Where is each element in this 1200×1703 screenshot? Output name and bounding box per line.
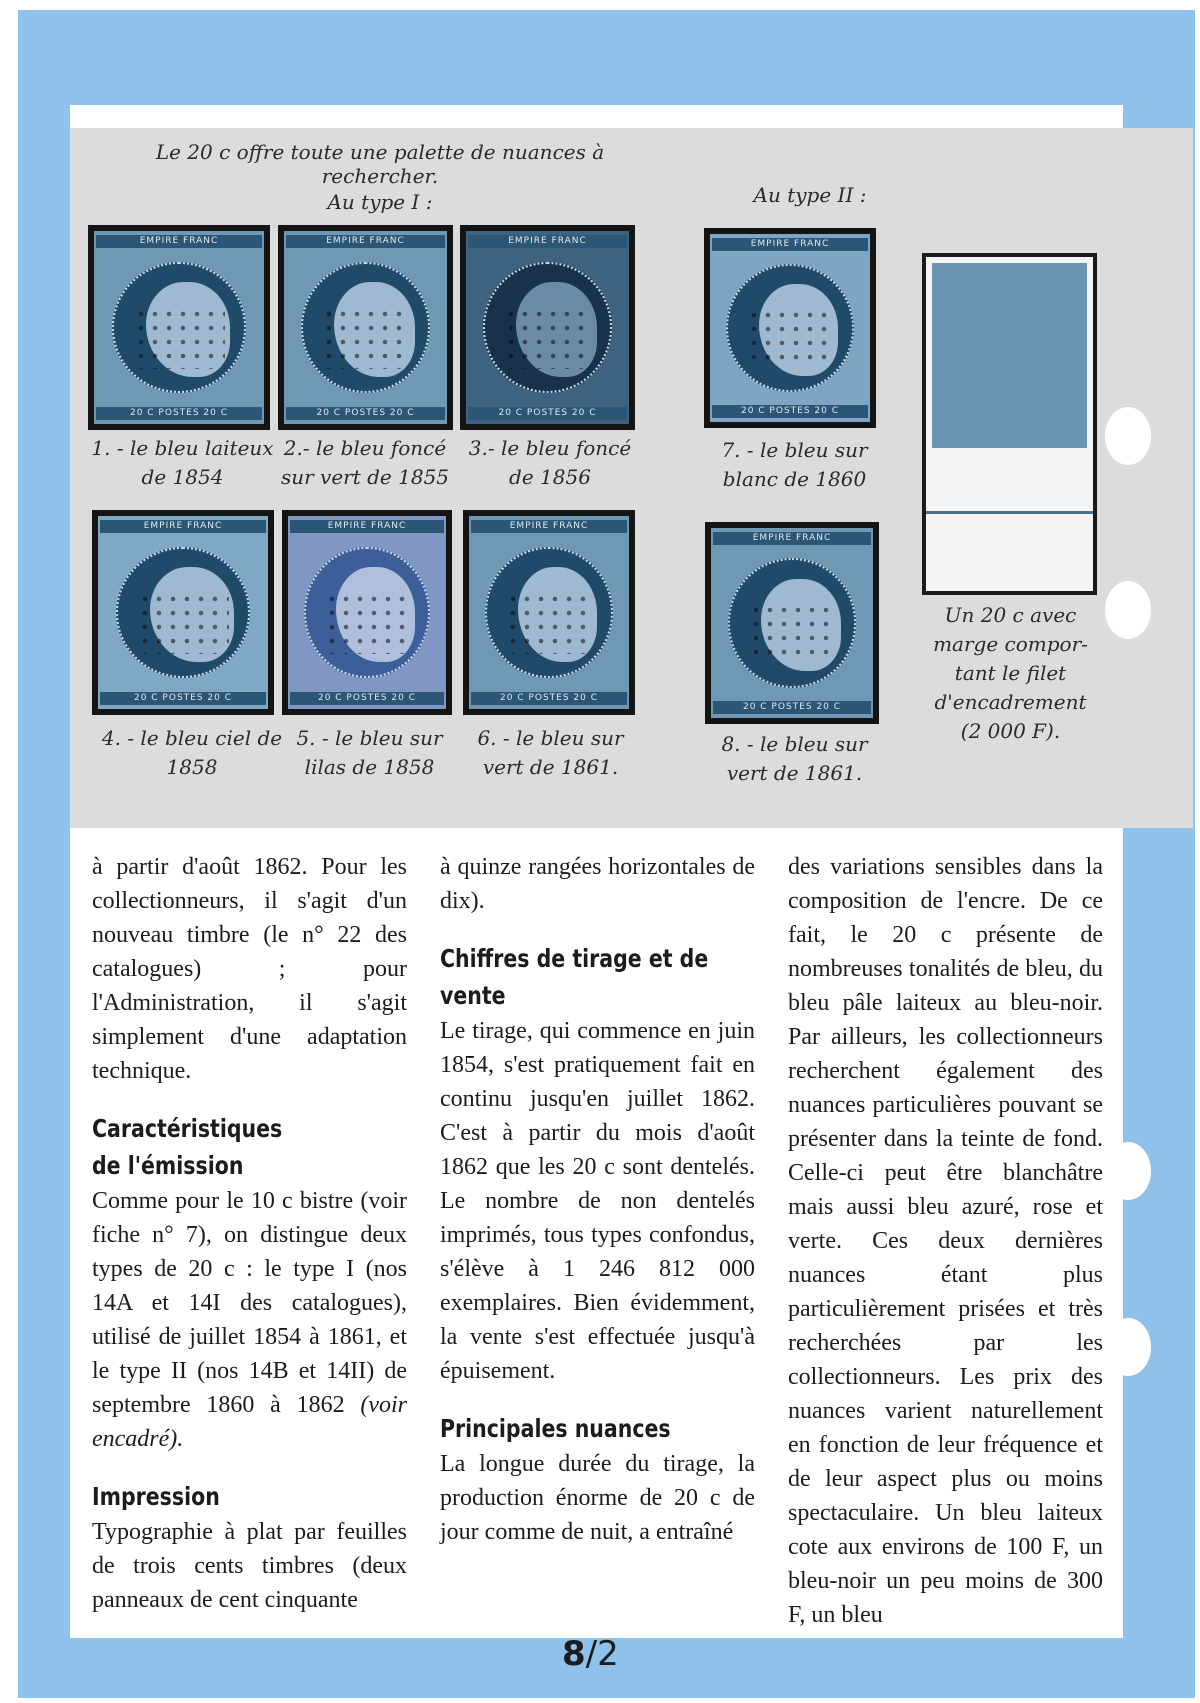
figure-caption-type2: Au type II : (753, 183, 867, 207)
figure-caption-type1: Au type I : (327, 190, 433, 214)
figure-caption-line1: Le 20 c offre toute une palette de nuances à rechercher. (155, 140, 605, 188)
col2-paragraph-2: Le tirage, qui commence en juin 1854, s'est pratiquement fait en continu jusqu'en juillet 1862. C'est à partir du mois d'août 1862 que les 20 c sont dentelés. Le nombre de non dentelés imprimés, tous types confondus, s'élève à 1 246 812 000 exemplaires. Bien évidemment, la vente s'est effectuée jusqu'à épuisement. (440, 1018, 755, 1384)
stamp-caption-8: 8. - le bleu sur vert de 1861. (721, 732, 868, 785)
heading-nuances: Principales nuances (440, 1414, 671, 1443)
col2-paragraph-3: La longue durée du tirage, la production énorme de 20 c de jour comme de nuit, a entraîné (440, 1451, 755, 1545)
stamp-caption-3: 3.- le bleu foncé de 1856 (468, 436, 632, 489)
stamp-6: EMPIRE FRANC 20 C POSTES 20 C (463, 510, 635, 715)
text-column-1 (92, 850, 407, 1617)
stamp-7: EMPIRE FRANC 20 C POSTES 20 C (704, 228, 876, 428)
heading-chiffres: Chiffres de tirage et de vente (440, 944, 709, 1010)
col1-paragraph-1: à partir d'août 1862. Pour les collectionneurs, il s'agit d'un nouveau timbre (le n° 22 des catalogues) ; pour l'Administration, il s'agit simplement d'une adaptation technique. (92, 854, 407, 1084)
heading-caracteristiques: Caractéristiques de l'émission (92, 1114, 283, 1180)
stamp-caption-1: 1. - le bleu laiteux de 1854 (91, 436, 274, 489)
figure-caption (100, 140, 660, 214)
col2-paragraph-1: à quinze rangées horizontales de dix). (440, 854, 755, 914)
stamp-caption-4: 4. - le bleu ciel de 1858 (101, 726, 283, 779)
text-column-2 (440, 850, 755, 1549)
stamp-3: EMPIRE FRANC 20 C POSTES 20 C (460, 225, 635, 430)
stamp-1: EMPIRE FRANC 20 C POSTES 20 C (88, 225, 270, 430)
stamp-caption-6: 6. - le bleu sur vert de 1861. (477, 726, 624, 779)
stamp-4: EMPIRE FRANC 20 C POSTES 20 C (92, 510, 274, 715)
heading-impression: Impression (92, 1482, 220, 1511)
binder-hole (1105, 1318, 1151, 1376)
binder-hole (1105, 581, 1151, 639)
binder-hole (1105, 1142, 1151, 1200)
stamp-with-margin (922, 253, 1097, 595)
stamp-caption-2: 2.- le bleu foncé sur vert de 1855 (280, 436, 450, 489)
margin-stamp-image (932, 263, 1087, 448)
stamp-5: EMPIRE FRANC 20 C POSTES 20 C (282, 510, 452, 715)
stamp-2: EMPIRE FRANC 20 C POSTES 20 C (278, 225, 453, 430)
stamp-caption-5: 5. - le bleu sur lilas de 1858 (296, 726, 443, 779)
stamp-caption-7: 7. - le bleu sur blanc de 1860 (721, 438, 868, 491)
frame-rule (926, 511, 1093, 514)
binder-hole (1105, 407, 1151, 465)
stamp-8: EMPIRE FRANC 20 C POSTES 20 C (705, 522, 879, 724)
text-column-3 (788, 850, 1103, 1632)
col1-paragraph-2: Comme pour le 10 c bistre (voir fiche n° 7), on distingue deux types de 20 c : le type I (nos 14A et 14I des catalogues), utilisé de juillet 1854 à 1861, et le type II (nos 14B et 14II) de septembre 1860 à 1862 (voir encadré). (92, 1188, 407, 1452)
col1-paragraph-3: Typographie à plat par feuilles de trois cents timbres (deux panneaux de cent cinquante (92, 1519, 407, 1613)
col3-paragraph-1: des variations sensibles dans la composition de l'encre. De ce fait, le 20 c présente de nombreuses tonalités de bleu, du bleu pâle laiteux au bleu-noir. Par ailleurs, les collectionneurs recherchent également des nuances particulières pouvant se présenter dans la teinte de fond. Celle-ci peut être blanchâtre mais aussi bleu azuré, rose et verte. Ces deux dernières nuances étant plus particulièrement prisées et très recherchées par les collectionneurs. Les prix des nuances varient naturellement en fonction de leur fréquence et de leur aspect plus ou moins spectaculaire. Un bleu laiteux cote aux environs de 100 F, un bleu-noir un peu moins de 300 F, un bleu (788, 854, 1103, 1628)
sheet-caption: Un 20 c avec marge compor- tant le filet d'encadrement (2 000 F). (933, 603, 1088, 743)
page-number: 8/2 (562, 1634, 619, 1674)
